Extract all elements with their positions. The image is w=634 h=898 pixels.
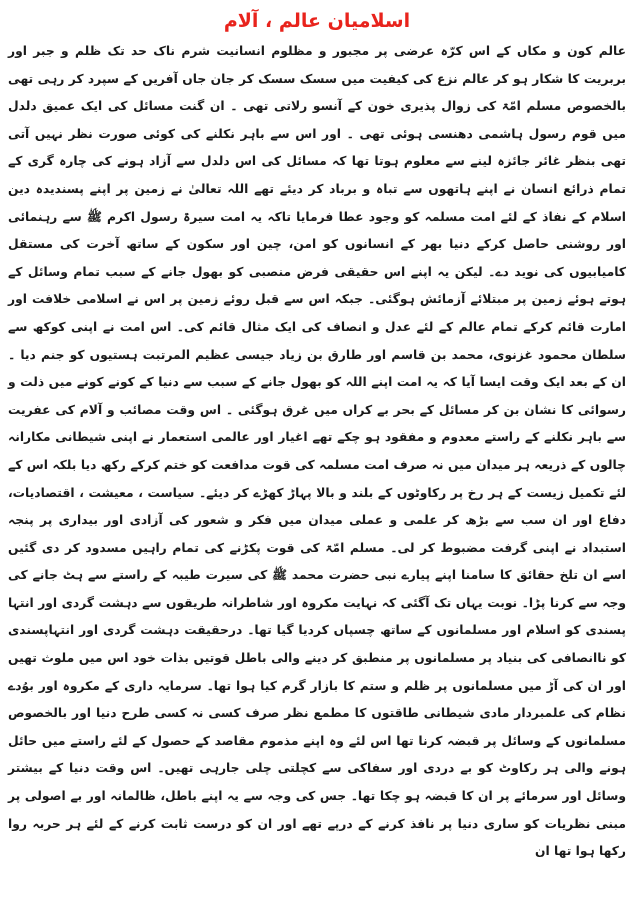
article-body: عالم کون و مکاں کے اس کرّہ عرضی پر مجبور و مظلوم انسانیت شرم ناک حد تک ظلم و جبر اور بربریت کا شکار ہو کر عالم نزع کی کیفیت میں سسک سسک کر جان جاں آفریں کے سپرد کر رہی تھی بالخصوص مسلم امّۃ کی زوال پذیری خون کے آنسو رلاتی تھی ۔ ان گنت مسائل کی ایک عمیق دلدل میں قوم رسول ہاشمی دھنسی ہوئی تھی ۔ اور اس سے باہر نکلنے کی کوئی صورت نظر نہیں آتی تھی بنظر غائر جائزہ لینے سے معلوم ہوتا تھا کہ مسائل کی اس دلدل سے آزاد ہونے کی چارہ گری کے تمام ذرائع انسان نے اپنے ہاتھوں سے تباہ و برباد کر دیئے تھے اللہ تعالیٰ نے زمین پر اپنے پسندیدہ دین اسلام کے نفاذ کے لئے امت مسلمہ کو وجود عطا فرمایا تاکہ یہ امت سیرۃ رسول اکرم ﷺ سے رہنمائی اور روشنی حاصل کرکے دنیا بھر کے انسانوں کو امن، چین اور سکون کے ساتھ آخرت کی مستقل کامیابیوں کی نوید دے۔ لیکن یہ اپنے اس حقیقی فرض منصبی کو بھول جانے کے سبب تمام وسائل کے ہوتے ہوئے زمین پر مبتلائے آزمائش ہوگئی۔ جبکہ اس سے قبل روئے زمین پر اس نے اسلامی خلافت اور امارت قائم کرکے تمام عالم کے لئے عدل و انصاف کی ایک مثال قائم کی۔ اس امت نے اپنی کوکھ سے سلطان محمود غزنوی، محمد بن قاسم اور طارق بن زیاد جیسی عظیم المرتبت ہستیوں کو جنم دیا ۔ ان کے بعد ایک وقت ایسا آیا کہ یہ امت اپنے اللہ کو بھول جانے کے سبب سے دنیا کے کونے کونے میں ذلت و رسوائی کا نشان بن کر مسائل کے بحر بے کراں میں غرق ہوگئی ۔ اس وقت مصائب و آلام کی عفریت سے باہر نکلنے کے راستے معدوم و مفقود ہو چکے تھے اغیار اور عالمی استعمار نے اپنی شیطانی مکارانہ چالوں کے ذریعہ ہر میدان میں نہ صرف امت مسلمہ کی قوت مدافعت کو ختم کرکے رکھ دیا بلکہ اس کے لئے تکمیل زیست کے ہر رخ پر رکاوٹوں کے بلند و بالا پہاڑ کھڑے کر دیئے۔ سیاست ، معیشت ، اقتصادیات، دفاع اور ان سب سے بڑھ کر علمی و عملی میدان میں فکر و شعور کی آزادی اور بیداری پر پنجہ استبداد نے اپنی گرفت مضبوط کر لی۔ مسلم امّۃ کی قوت پکڑنے کی تمام راہیں مسدود کر دی گئیں اسے ان تلخ حقائق کا سامنا اپنے پیارے نبی حضرت محمد ﷺ کی سیرت طیبہ کے راستے سے ہٹ جانے کی وجہ سے کرنا پڑا۔ نوبت یہاں تک آگئی کہ نہایت مکروہ اور شاطرانہ طریقوں سے دہشت گردی اور انتہا پسندی کو اسلام اور مسلمانوں کے ساتھ چسپاں کردیا گیا تھا۔ درحقیقت دہشت گردی اور انتہاپسندی کو ناانصافی کی بنیاد پر مسلمانوں پر منطبق کر دینے والی باطل قوتیں بذات خود اس میں ملوث تھیں اور ان کی آڑ میں مسلمانوں پر ظلم و ستم کا بازار گرم کیا ہوا تھا۔ سرمایہ داری کے مکروہ اور بوُدے نظام کی علمبردار مادی شیطانی طاقتوں کا مطمع نظر صرف کسی نہ کسی طرح دنیا اور بالخصوص مسلمانوں کے وسائل پر قبضہ کرنا تھا اس لئے وہ اپنے مذموم مقاصد کے حصول کے لئے راستے میں حائل ہونے والی ہر رکاوٹ کو بے دردی اور سفاکی سے کچلتی چلی جارہی تھیں۔ اس وقت دنیا کے بیشتر وسائل اور سرمائے پر ان کا قبضہ ہو چکا تھا۔ جس کی وجہ سے یہ اپنے باطل، ظالمانہ اور بے اصولی پر مبنی نظریات کو ساری دنیا پر نافذ کرنے کے درپے تھے اور ان کو درست ثابت کرنے کے لئے ہر حربہ روا رکھا ہوا تھا ان: [8, 44, 626, 859]
article-title: اسلامیان عالم ، آلام: [223, 10, 411, 32]
